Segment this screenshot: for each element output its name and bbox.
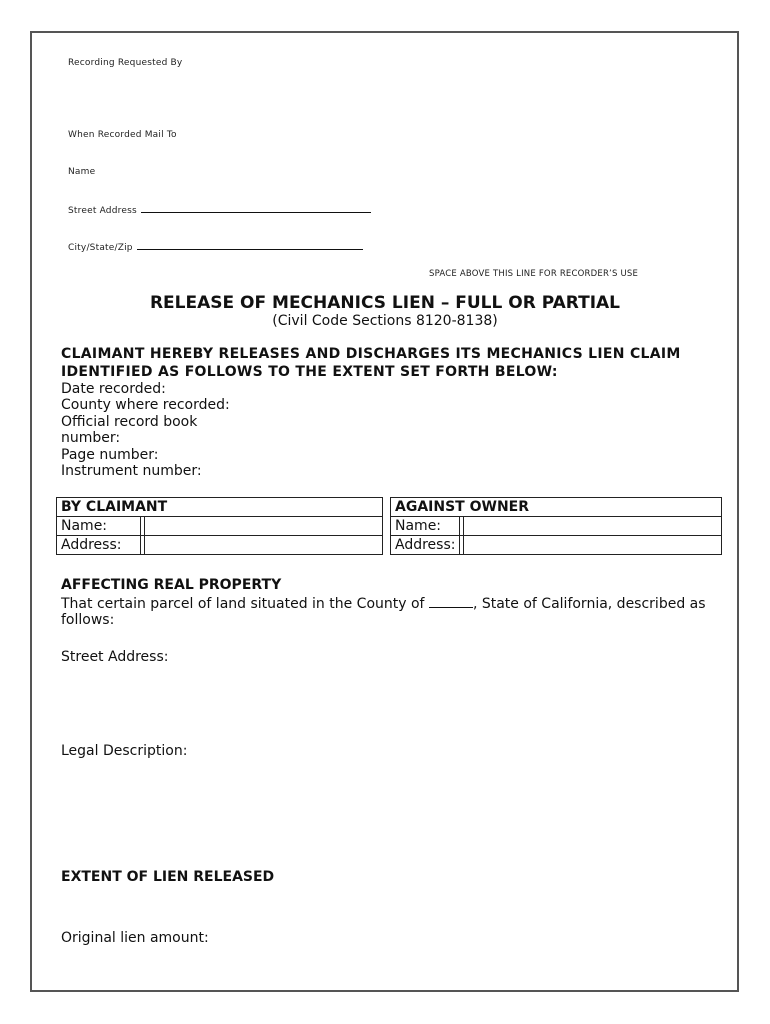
extent-heading: EXTENT OF LIEN RELEASED xyxy=(61,869,275,885)
claimant-name-label: Name: xyxy=(57,517,141,536)
owner-name-field[interactable] xyxy=(464,517,722,536)
name-label: Name xyxy=(68,167,96,177)
document-subtitle: (Civil Code Sections 8120-8138) xyxy=(272,313,498,329)
street-address-field[interactable] xyxy=(141,203,371,213)
instrument-number-label: Instrument number: xyxy=(61,463,202,479)
property-line1-after: , State of California, described as xyxy=(472,596,706,612)
legal-description-label: Legal Description: xyxy=(61,743,188,759)
official-record-book-label: Official record book xyxy=(61,414,198,430)
owner-table xyxy=(390,497,722,555)
official-record-book-label-cont: number: xyxy=(61,430,121,446)
original-lien-amount-label: Original lien amount: xyxy=(61,930,209,946)
document-title: RELEASE OF MECHANICS LIEN – FULL OR PARTIAL xyxy=(149,293,621,313)
city-state-zip-row xyxy=(68,240,363,253)
property-street-address-label: Street Address: xyxy=(61,649,169,665)
owner-name-label: Name: xyxy=(391,517,460,536)
recorder-space-note: SPACE ABOVE THIS LINE FOR RECORDER’S USE xyxy=(429,269,639,279)
page-number-label: Page number: xyxy=(61,447,159,463)
property-line2: follows: xyxy=(61,612,115,628)
county-recorded-label: County where recorded: xyxy=(61,397,230,413)
owner-address-label: Address: xyxy=(391,536,460,555)
claimant-address-label: Address: xyxy=(57,536,141,555)
release-statement-line1: CLAIMANT HEREBY RELEASES AND DISCHARGES ITS MECHANICS LIEN CLAIM xyxy=(61,346,681,362)
claimant-address-field[interactable] xyxy=(145,536,383,555)
claimant-name-field[interactable] xyxy=(145,517,383,536)
city-state-zip-label: City/State/Zip xyxy=(68,243,133,253)
property-line1-before: That certain parcel of land situated in the County of xyxy=(61,596,425,612)
release-statement-line2: IDENTIFIED AS FOLLOWS TO THE EXTENT SET FORTH BELOW: xyxy=(61,364,558,380)
recording-requested-by-label: Recording Requested By xyxy=(68,58,183,68)
claimant-heading: BY CLAIMANT xyxy=(57,498,383,517)
city-state-zip-field[interactable] xyxy=(137,240,363,250)
when-recorded-mail-to-label: When Recorded Mail To xyxy=(68,130,177,140)
property-county-line xyxy=(61,595,706,613)
owner-address-field[interactable] xyxy=(464,536,722,555)
street-address-row xyxy=(68,203,371,216)
street-address-label: Street Address xyxy=(68,206,137,216)
claimant-table xyxy=(56,497,383,555)
county-blank-field[interactable] xyxy=(429,595,473,608)
property-heading: AFFECTING REAL PROPERTY xyxy=(61,577,282,593)
owner-heading: AGAINST OWNER xyxy=(391,498,722,517)
date-recorded-label: Date recorded: xyxy=(61,381,166,397)
